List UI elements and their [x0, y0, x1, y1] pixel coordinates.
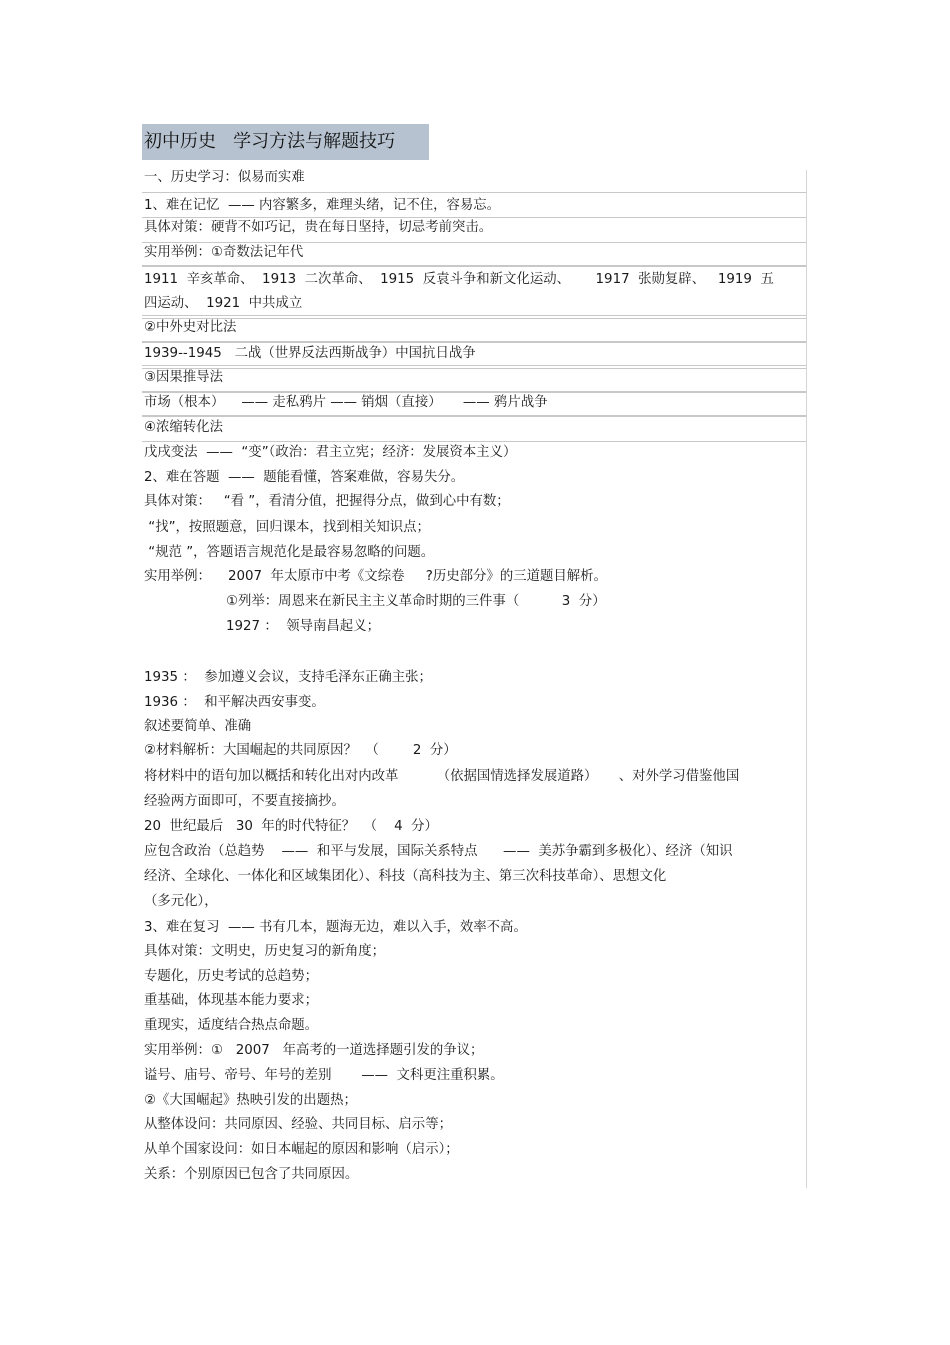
text-line: 1927 ： 领导南昌起义； [226, 619, 380, 634]
text-line: 经验两方面即可，不要直接摘抄。 [144, 794, 345, 809]
text-line: 1911 辛亥革命、 1913 二次革命、 1915 反袁斗争和新文化运动、 1917 张勋复辟、 1919 五 [144, 272, 774, 287]
text-line: 重基础，体现基本能力要求； [144, 993, 319, 1008]
text-line: 实用举例： 2007 年太原市中考《文综卷 ?历史部分》的三道题目解析。 [144, 569, 607, 584]
text-line: ①列举：周恩来在新民主主义革命时期的三件事（ 3 分） [226, 594, 606, 609]
text-line: 1939--1945 二战（世界反法西斯战争）中国抗日战争 [144, 346, 476, 361]
text-line: 谥号、庙号、帝号、年号的差别 —— 文科更注重积累。 [144, 1068, 504, 1083]
text-line: （多元化）， [144, 894, 218, 909]
text-line: ③因果推导法 [144, 370, 223, 385]
text-line: ④浓缩转化法 [144, 420, 223, 435]
text-line: 将材料中的语句加以概括和转化出对内改革 （依据国情选择发展道路） 、对外学习借鉴他国 [144, 769, 740, 784]
text-line: “规范 ”，答题语言规范化是最容易忽略的问题。 [144, 545, 435, 560]
text-line: 从单个国家设问：如日本崛起的原因和影响（启示）； [144, 1142, 459, 1157]
text-line: 关系：个别原因已包含了共同原因。 [144, 1167, 359, 1182]
text-line: 具体对策：硬背不如巧记，贵在每日坚持，切忌考前突击。 [144, 220, 493, 235]
table-row [142, 416, 806, 442]
text-line: 四运动、 1921 中共成立 [144, 296, 303, 311]
text-line: ②《大国崛起》热映引发的出题热； [144, 1093, 357, 1108]
text-line: 实用举例：① 2007 年高考的一道选择题引发的争议； [144, 1043, 484, 1058]
text-line: ②中外史对比法 [144, 320, 237, 335]
text-line: 具体对策： “看 ”，看清分值，把握得分点，做到心中有数； [144, 494, 510, 509]
text-line: 2、难在答题 —— 题能看懂，答案难做，容易失分。 [144, 470, 465, 485]
table-row [142, 318, 806, 342]
text-line: 具体对策：文明史，历史复习的新角度； [144, 944, 386, 959]
text-line: ②材料解析：大国崛起的共同原因？ （ 2 分） [144, 743, 457, 758]
text-line: 实用举例：①奇数法记年代 [144, 245, 304, 260]
text-line: 3、难在复习 —— 书有几本，题海无边，难以入手，效率不高。 [144, 920, 527, 935]
text-line: 一、历史学习：似易而实难 [144, 170, 305, 185]
text-line: 叙述要简单、准确 [144, 719, 252, 734]
text-line: 经济、全球化、一体化和区域集团化）、科技（高科技为主、第三次科技革命）、思想文化 [144, 869, 667, 884]
text-line: 重现实，适度结合热点命题。 [144, 1018, 319, 1033]
text-line: 1936 ： 和平解决西安事变。 [144, 695, 325, 710]
document-body [142, 170, 807, 1188]
text-line: 市场（根本） —— 走私鸦片 —— 销烟（直接） —— 鸦片战争 [144, 395, 548, 410]
document-title: 初中历史 学习方法与解题技巧 [144, 131, 396, 152]
text-line: 专题化，历史考试的总趋势； [144, 969, 319, 984]
text-line: “找”，按照题意，回归课本，找到相关知识点； [144, 520, 430, 535]
text-line: 1、难在记忆 —— 内容繁多，难理头绪，记不住，容易忘。 [144, 198, 501, 213]
text-line: 应包含政治（总趋势 —— 和平与发展，国际关系特点 —— 美苏争霸到多极化）、经济（知识 [144, 844, 733, 859]
text-line: 1935 ： 参加遵义会议，支持毛泽东正确主张； [144, 670, 432, 685]
text-line: 从整体设问：共同原因、经验、共同目标、启示等； [144, 1117, 452, 1132]
text-line: 戊戌变法 —— “变”（政治：君主立宪；经济：发展资本主义） [144, 445, 517, 460]
text-line: 20 世纪最后 30 年的时代特征？ （ 4 分） [144, 819, 438, 834]
table-row [142, 368, 806, 392]
